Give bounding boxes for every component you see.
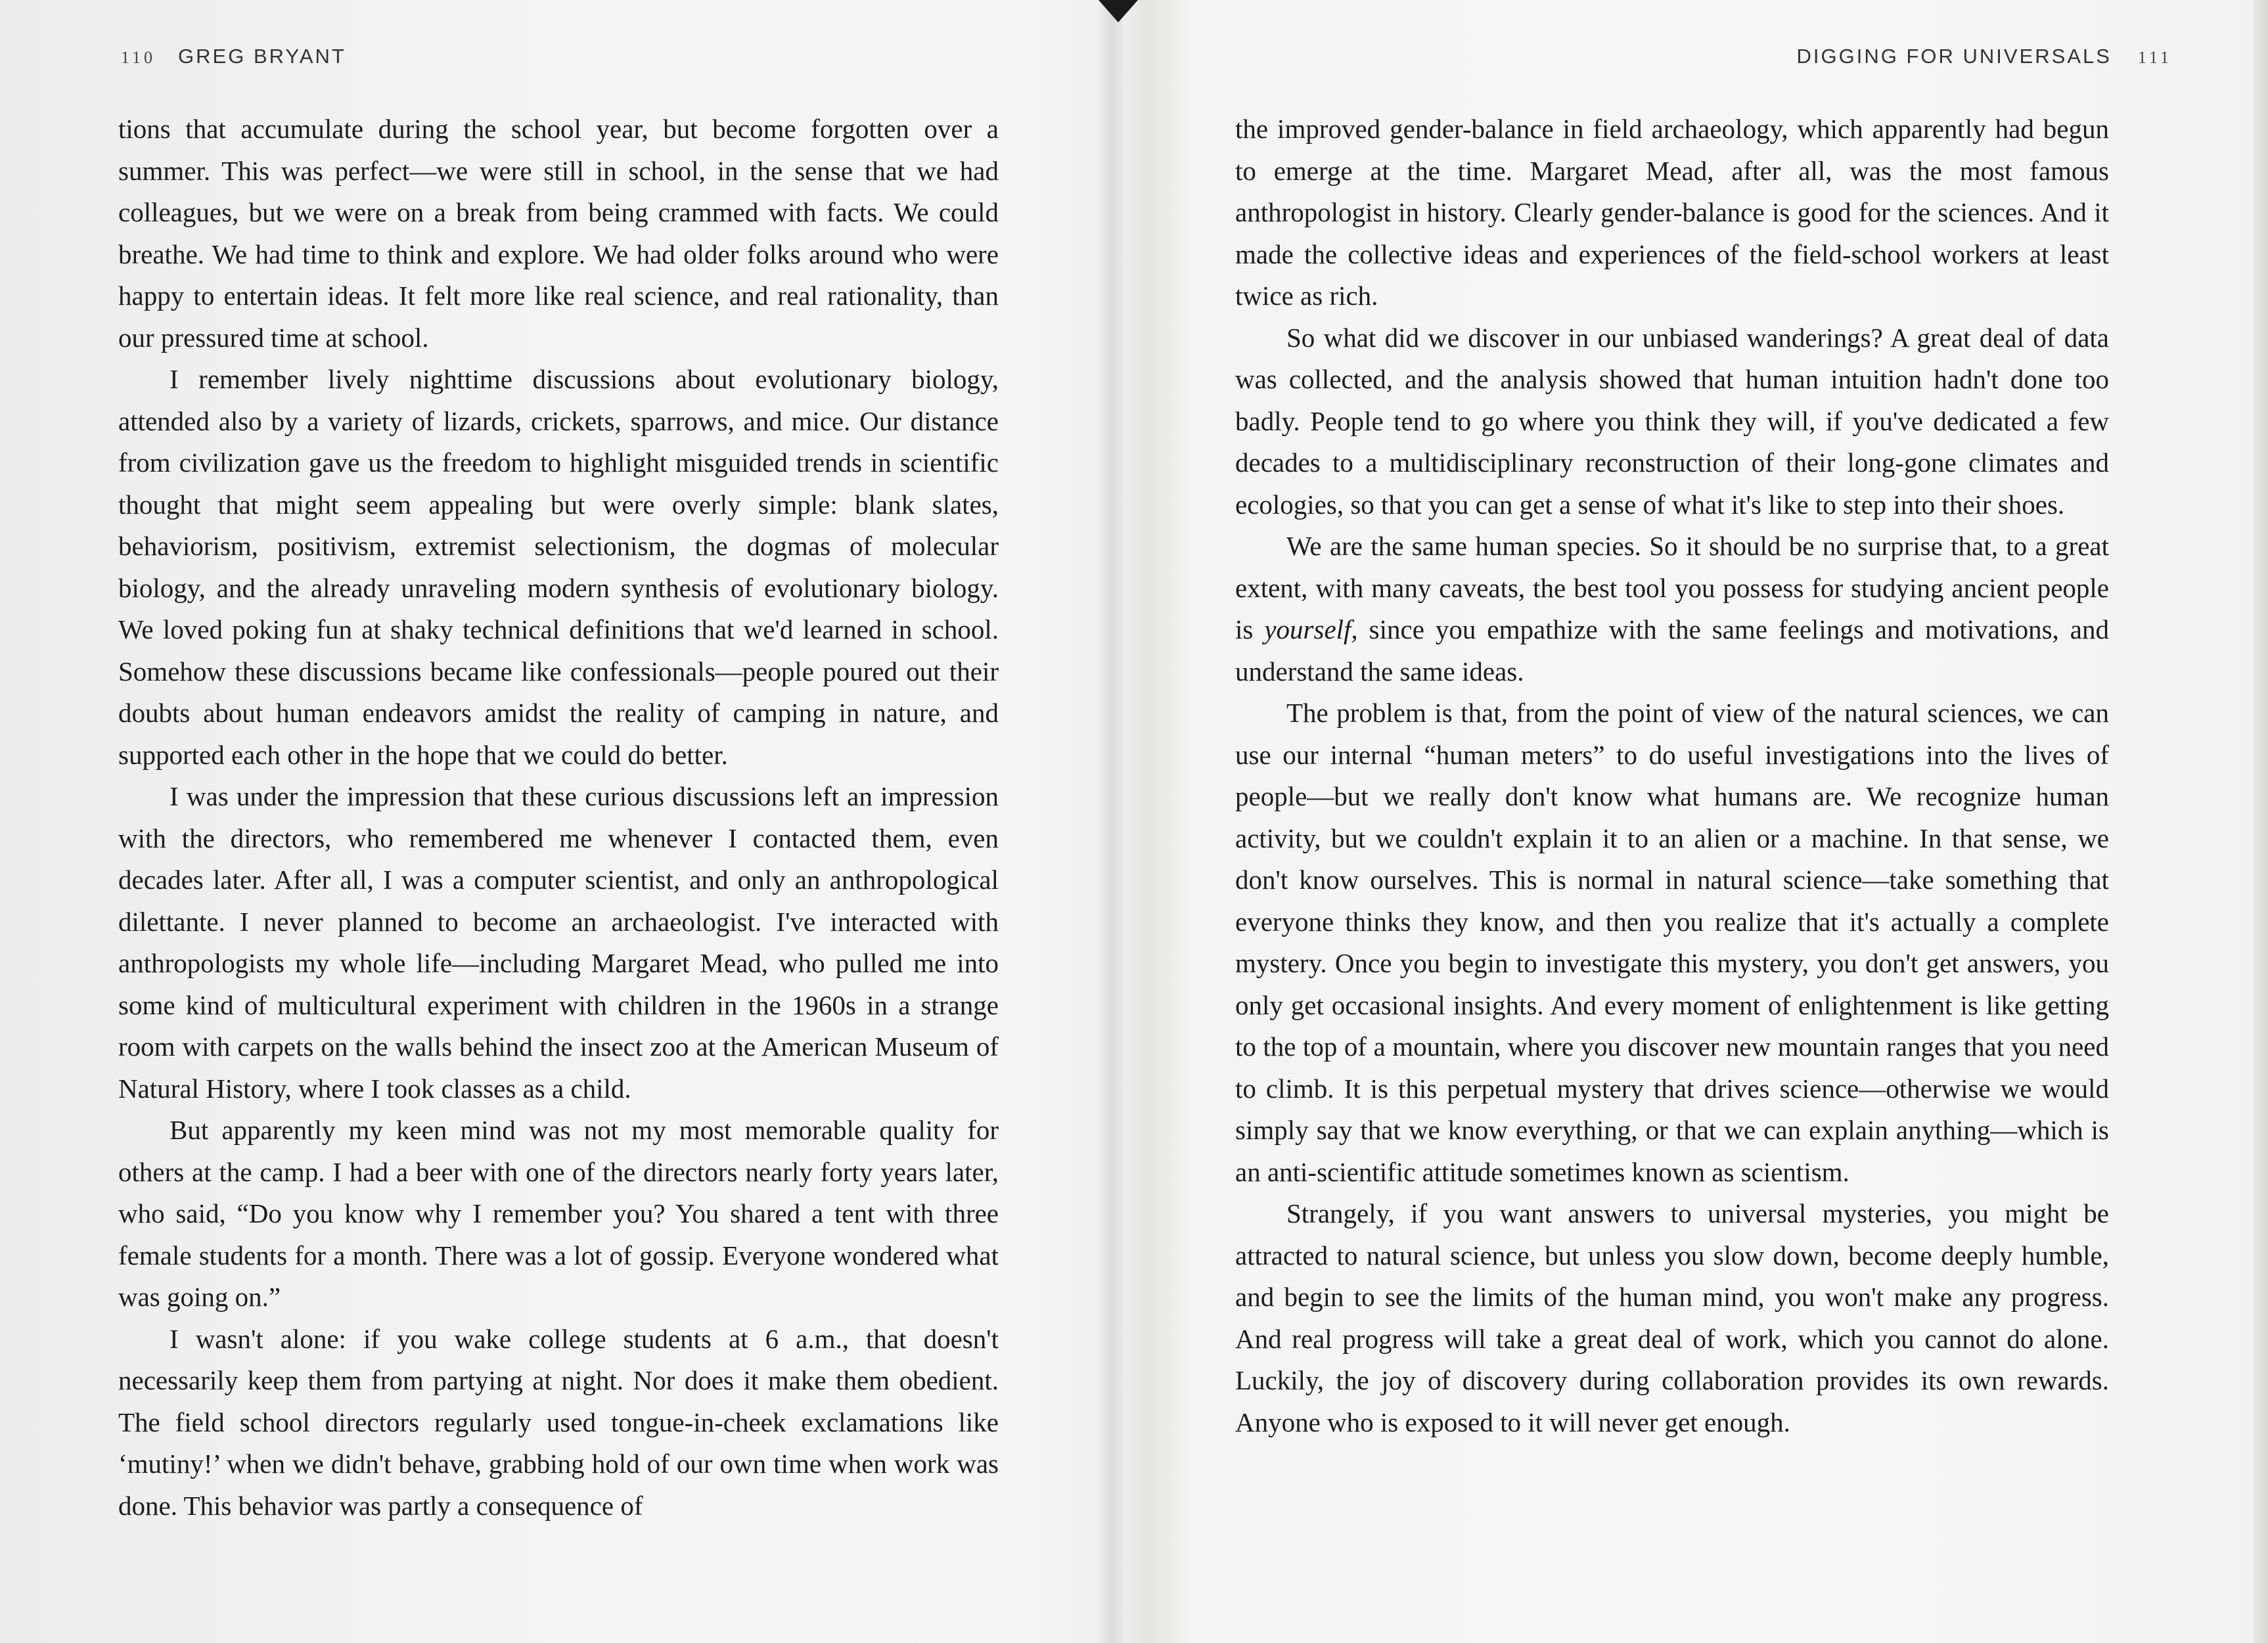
right-paragraph-3-italic: yourself, [1264,614,1358,644]
right-chapter-title: DIGGING FOR UNIVERSALS [1796,45,2112,68]
left-paragraph-2: I remember lively nighttime discussions about evolutionary biology, attended also by a variety of lizards, crickets, sparrows, and mice. Our distance from civilization gave us the freedom to highlight misguided trends in scientific thought that might seem appealing but were overly simple: blank slates, behaviorism, positivism, extremist selectionism, the dogmas of molecular biology, and the already unraveling modern synthesis of evolutionary biology. We loved poking fun at shaky technical definitions that we'd learned in school. Somehow these discussions became like confessionals—people poured out their doubts about human endeavors amidst the reality of camping in nature, and supported each other in the hope that we could do better. [118,364,999,770]
right-paragraph-1: the improved gender-balance in field archaeology, which apparently had begun to emerge at the time. Margaret Mead, after all, was the most famous anthropologist in history. Clearly gender-balance is good for the sciences. And it made the collective ideas and experiences of the field-school workers at least twice as rich. [1235,114,2109,311]
right-paragraph-4: The problem is that, from the point of view of the natural sciences, we can use our internal “human meters” to do useful investigations into the lives of people—but we really don't know what humans are. We recognize human activity, but we couldn't explain it to an alien or a machine. In that sense, we don't know ourselves. This is normal in natural science—take something that everyone thinks they know, and then you realize that it's actually a complete mystery. Once you begin to investigate this mystery, you don't get answers, you only get occasional insights. And every moment of enlightenment is like getting to the top of a mountain, where you discover new mountain ranges that you need to climb. It is this perpetual mystery that drives science—otherwise we would simply say that we know everything, or that we can explain anything—which is an anti-scientific attitude sometimes known as scientism. [1235,698,2109,1187]
left-running-head [121,45,346,68]
page-edge [2254,0,2268,1643]
left-paragraph-1: tions that accumulate during the school year, but become forgotten over a summer. This was perfect—we were still in school, in the sense that we had colleagues, but we were on a break from being crammed with facts. We could breathe. We had time to think and explore. We had older folks around who were happy to entertain ideas. It felt more like real science, and real rationality, than our pressured time at school. [118,114,999,353]
left-paragraph-5: I wasn't alone: if you wake college students at 6 a.m., that doesn't necessarily keep them from partying at night. Nor does it make them obedient. The field school directors regularly used tongue-in-cheek exclamations like ‘mutiny!’ when we didn't behave, grabbing hold of our own time when work was done. This behavior was partly a consequence of [118,1323,999,1521]
right-paragraph-3-before: We are the same human species. So it should be no surprise that, to a great extent, with many caveats, the best tool you possess for studying ancient people is [1235,531,2109,644]
right-paragraph-3 [1235,526,2109,692]
left-paragraph-4: But apparently my keen mind was not my most memorable quality for others at the camp. I had a beer with one of the directors nearly forty years later, who said, “Do you know why I remember you? You shared a tent with three female students for a month. There was a lot of gossip. Everyone wondered what was going on.” [118,1115,999,1312]
right-paragraph-5: Strangely, if you want answers to universal mysteries, you might be attracted to natural science, but unless you slow down, become deeply humble, and begin to see the limits of the human mind, you won't make any progress. And real progress will take a great deal of work, which you cannot do alone. Luckily, the joy of discovery during collaboration provides its own rewards. Anyone who is exposed to it will never get enough. [1235,1198,2109,1437]
right-body-text [1235,108,2109,1443]
right-page [1117,0,2254,1643]
left-paragraph-3: I was under the impression that these curious discussions left an impression with the directors, who remembered me whenever I contacted them, even decades later. After all, I was a computer scientist, and only an anthropological dilettante. I never planned to become an archaeologist. I've interacted with anthropologists my whole life—including Margaret Mead, who pulled me into some kind of multicultural experiment with children in the 1960s in a strange room with carpets on the walls behind the insect zoo at the American Museum of Natural History, where I took classes as a child. [118,781,999,1104]
left-body-text [118,108,999,1527]
left-author-name: GREG BRYANT [178,45,346,68]
left-page [0,0,1110,1643]
right-page-number: 111 [2137,48,2172,67]
right-running-head [1797,45,2172,68]
left-page-number: 110 [121,48,156,67]
right-paragraph-2: So what did we discover in our unbiased wanderings? A great deal of data was collected, and the analysis showed that human intuition hadn't done too badly. People tend to go where you think they will, if you've dedicated a few decades to a multidisciplinary reconstruction of their long-gone climates and ecologies, so that you can get a sense of what it's like to step into their shoes. [1235,322,2109,520]
right-paragraph-3-after: since you empathize with the same feelings and motivations, and understand the same ideas. [1235,614,2109,686]
